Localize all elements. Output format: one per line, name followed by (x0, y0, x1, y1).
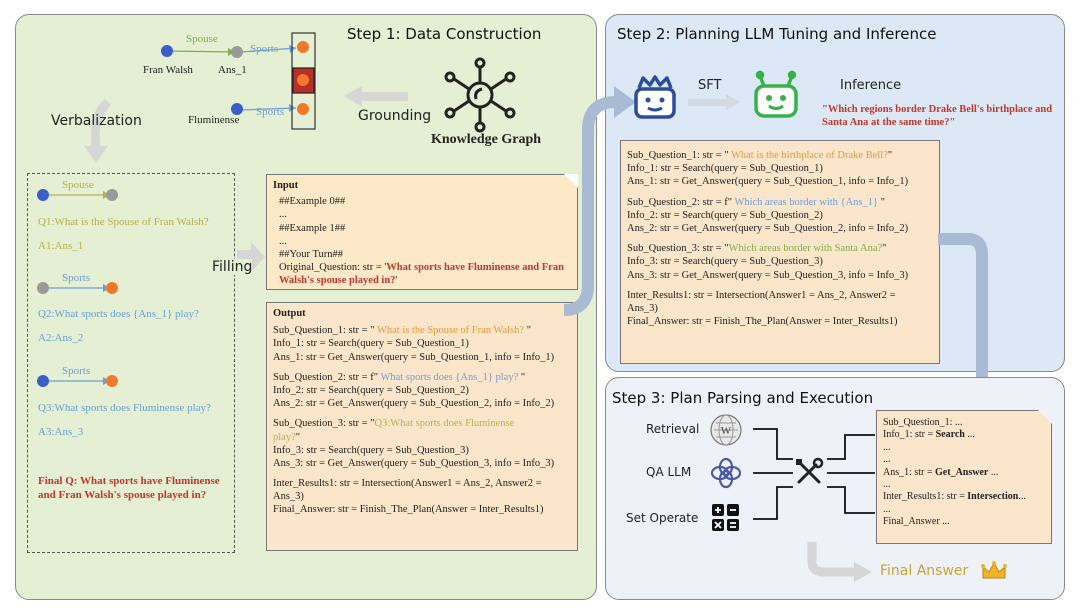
output-sq2-question: What sports does {Ans_1} play? (380, 371, 519, 383)
output-inter-1: Inter_Results1: str = Intersection(Answer1 = Ans_2, Answer2 = (273, 478, 542, 490)
knowledge-graph-label: Knowledge Graph (431, 132, 542, 147)
kg-label-flu: Fluminense (188, 114, 240, 126)
grounding-arrow (338, 85, 418, 109)
kg-label-sports-2: Sports (256, 106, 285, 118)
left-a2: A2:Ans_2 (38, 332, 84, 344)
s3-line-2-prefix: Info_1: str = (883, 429, 936, 441)
output-sq1-prefix: Sub_Question_1: str = " (273, 325, 377, 337)
s3-line-4: ... (883, 454, 891, 466)
openai-icon (709, 456, 743, 490)
svg-text:W: W (720, 425, 732, 437)
output-info2: Info_2: str = Search(query = Sub_Question_2) (273, 384, 469, 396)
input-prompt-box (266, 174, 578, 290)
sft-label: SFT (698, 78, 722, 93)
s3-line-5 (883, 467, 1045, 479)
kg-node-orange-3 (297, 103, 309, 115)
knowledge-graph-icon (440, 55, 520, 135)
s2-sq2-question: Which areas border with {Ans_1} (734, 196, 879, 208)
kg-node-ans1 (231, 46, 243, 58)
left-node-1a (37, 189, 49, 201)
filling-label: Filling (212, 259, 253, 275)
left-q3: Q3:What sports does Fluminense play? (38, 402, 211, 414)
kg-label-ans1: Ans_1 (218, 64, 247, 76)
s3-line-1: Sub_Question_1: ... (883, 417, 963, 428)
s3-line-8: ... (883, 503, 891, 515)
kg-node-orange-1 (297, 41, 309, 53)
input-header: Input (273, 180, 299, 191)
final-answer-label: Final Answer (880, 563, 969, 579)
output-ans2: Ans_2: str = Get_Answer(query = Sub_Question_2, info = Info_2) (273, 398, 555, 410)
s2-sq3-prefix: Sub_Question_3: str = " (627, 243, 729, 255)
s3-line-5-prefix: Ans_1: str = (883, 466, 936, 478)
left-edge-label-2: Sports (62, 272, 91, 284)
output-info1: Info_1: str = Search(query = Sub_Question_1) (273, 338, 469, 350)
input-original-question: What sports have Fluminense and Fran Walsh's spouse played in? (279, 262, 564, 287)
step2-plan-box (620, 140, 940, 364)
input-line-1: ##Example 0## (279, 196, 346, 208)
s2-ans1: Ans_1: str = Get_Answer(query = Sub_Question_1, info = Info_1) (627, 176, 909, 188)
tuned-llm-robot-icon (750, 70, 802, 122)
s3-line-7-bold: Intersection (967, 491, 1019, 503)
kg-node-orange-2 (297, 74, 309, 86)
grounding-label: Grounding (358, 108, 432, 124)
s3-line-7-suffix: ... (1018, 491, 1026, 503)
output-ans1: Ans_1: str = Get_Answer(query = Sub_Question_1, info = Info_1) (273, 351, 555, 363)
s2-ans2: Ans_2: str = Get_Answer(query = Sub_Question_2, info = Info_2) (627, 222, 909, 234)
s3-line-2-bold: Search (935, 429, 965, 441)
set-operate-label: Set Operate (626, 511, 699, 525)
output-inter-2: Ans_3) (273, 491, 304, 503)
input-line-2: ... (279, 209, 287, 221)
input-line-3: ##Example 1## (279, 222, 346, 234)
output-sq2-prefix: Sub_Question_2: str = f" (273, 371, 381, 383)
s2-sq1-prefix: Sub_Question_1: str = " (627, 150, 731, 161)
left-a3: A3:Ans_3 (38, 426, 84, 438)
s2-sq1-suffix: " (887, 150, 893, 161)
left-edge-label-3: Sports (62, 365, 91, 377)
wikipedia-globe-icon (709, 413, 743, 447)
left-q1: Q1:What is the Spouse of Fran Walsh? (38, 216, 209, 228)
s3-line-5-suffix: ... (988, 466, 999, 478)
kg-graph (140, 28, 340, 138)
output-info3: Info_3: str = Search(query = Sub_Question_3) (273, 444, 469, 456)
s3-line-6: ... (883, 478, 891, 490)
tools-icon (794, 457, 824, 487)
output-sq3-prefix: Sub_Question_3: str = " (273, 418, 375, 430)
s2-sq1 (627, 149, 933, 162)
output-sq1 (273, 324, 571, 337)
step2-title: Step 2: Planning LLM Tuning and Inference (617, 25, 937, 43)
s2-info1: Info_1: str = Search(query = Sub_Question_1) (627, 163, 823, 175)
input-line-6 (273, 261, 571, 287)
left-node-3b (106, 375, 118, 387)
left-final-question: Final Q: What sports have Fluminense and Fran Walsh's spouse played in? (38, 475, 220, 501)
s3-line-2 (883, 429, 1045, 441)
s3-line-7-prefix: Inter_Results1: str = (883, 491, 968, 503)
s2-sq3-suffix: " (882, 243, 887, 255)
left-graph-edges (30, 180, 230, 400)
input-line-6-prefix: Original_Question: str = ' (279, 262, 387, 274)
s2-sq1-question: What is the birthplace of Drake Bell? (730, 150, 888, 161)
s3-line-9: Final_Answer ... (883, 516, 950, 528)
output-sq3-suffix: " (295, 431, 301, 443)
output-plan-box (266, 302, 578, 551)
planning-llm-robot-icon (630, 72, 680, 122)
s2-info3: Info_3: str = Search(query = Sub_Question_3) (627, 256, 823, 268)
input-line-4: ... (279, 235, 287, 247)
output-sq3-cont (273, 431, 571, 444)
left-edge-label-1: Spouse (62, 179, 94, 191)
left-node-1b (106, 189, 118, 201)
step3-title: Step 3: Plan Parsing and Execution (612, 389, 874, 407)
left-q2: Q2:What sports does {Ans_1} play? (38, 308, 199, 320)
s2-inter-1: Inter_Results1: str = Intersection(Answer1 = Ans_2, Answer2 = (627, 289, 896, 301)
output-sq3-question-1: Q3:What sports does Fluminense (374, 418, 515, 430)
s2-info2: Info_2: str = Search(query = Sub_Question_2) (627, 209, 823, 221)
output-sq2-suffix: " (518, 371, 526, 383)
step3-exec-box (876, 410, 1052, 544)
output-sq3-question-2: play? (273, 431, 296, 443)
kg-node-fran (161, 45, 173, 57)
left-node-2a (37, 282, 49, 294)
s3-line-2-suffix: ... (964, 429, 975, 441)
left-node-3a (37, 375, 49, 387)
s2-sq2-suffix: " (878, 196, 885, 208)
input-line-5: ##Your Turn## (279, 248, 344, 260)
crown-icon (980, 560, 1008, 582)
verbalization-label: Verbalization (51, 113, 142, 129)
sft-arrow (686, 92, 746, 112)
s2-sq3-question: Which areas border with Santa Ana? (728, 243, 883, 255)
kg-edge-spouse (167, 51, 235, 52)
output-sq3 (273, 417, 571, 430)
step1-title: Step 1: Data Construction (347, 25, 542, 43)
kg-label-fran: Fran Walsh (143, 64, 193, 76)
output-sq1-question: What is the Spouse of Fran Walsh? (376, 325, 525, 337)
s2-sq3 (627, 242, 933, 255)
s2-final: Final_Answer: str = Finish_The_Plan(Answer = Inter_Results1) (627, 316, 898, 328)
s3-line-5-bold: Get_Answer (935, 466, 989, 478)
s2-ans3: Ans_3: str = Get_Answer(query = Sub_Question_3, info = Info_3) (627, 269, 909, 281)
calculator-icon (711, 503, 741, 533)
left-a1: A1:Ans_1 (38, 240, 84, 252)
inference-question: "Which regions border Drake Bell's birthplace and Santa Ana at the same time?" (822, 104, 1053, 128)
retrieval-label: Retrieval (646, 422, 700, 436)
kg-label-sports-1: Sports (250, 43, 279, 55)
s2-sq2-prefix: Sub_Question_2: str = f" (627, 196, 735, 208)
left-node-2b (106, 282, 118, 294)
input-line-6-suffix: ' (395, 275, 398, 287)
output-sq2 (273, 371, 571, 384)
s2-inter-2: Ans_3) (627, 302, 658, 314)
final-answer-arrow (800, 538, 880, 583)
s3-line-3: ... (883, 441, 891, 453)
output-final: Final_Answer: str = Finish_The_Plan(Answer = Inter_Results1) (273, 504, 544, 516)
output-header: Output (273, 308, 306, 319)
inference-label: Inference (840, 78, 902, 93)
kg-label-spouse: Spouse (186, 33, 218, 45)
s3-line-7 (883, 491, 1045, 503)
s2-sq2 (627, 196, 933, 209)
qa-llm-label: QA LLM (646, 465, 692, 479)
output-ans3: Ans_3: str = Get_Answer(query = Sub_Question_3, info = Info_3) (273, 457, 555, 469)
output-sq1-suffix: " (524, 325, 531, 337)
step3-box-fold (1038, 410, 1052, 424)
